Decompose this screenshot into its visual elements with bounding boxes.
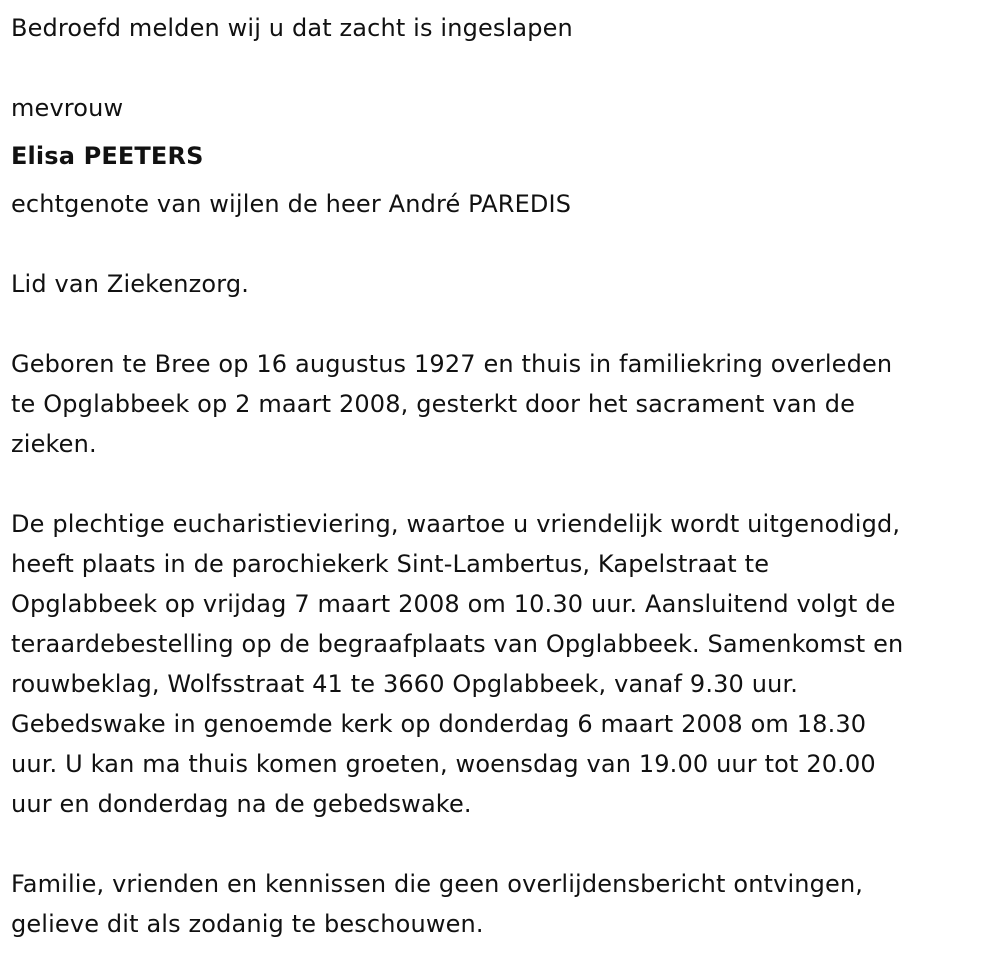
paragraph-line: Familie, vrienden en kennissen die geen overlijdensbericht ontvingen, — [11, 870, 864, 898]
paragraph-line: teraardebestelling op de begraafplaats van Opglabbeek. Samenkomst en — [11, 630, 904, 658]
spacer — [11, 464, 996, 504]
intro-text: Bedroefd melden wij u dat zacht is ingeslapen — [11, 14, 573, 42]
paragraph-line: De plechtige eucharistieviering, waartoe u vriendelijk wordt uitgenodigd, — [11, 510, 901, 538]
spacer — [11, 48, 996, 88]
paragraph-line: Geboren te Bree op 16 augustus 1927 en thuis in familiekring overleden — [11, 350, 893, 378]
spacer — [11, 224, 996, 264]
paragraph-line: Gebedswake in genoemde kerk op donderdag 6 maart 2008 om 18.30 — [11, 710, 867, 738]
paragraph-line: uur en donderdag na de gebedswake. — [11, 790, 472, 818]
paragraph-line: uur. U kan ma thuis komen groeten, woensdag van 19.00 uur tot 20.00 — [11, 750, 876, 778]
paragraph-line: gelieve dit als zodanig te beschouwen. — [11, 910, 484, 938]
paragraph-line: zieken. — [11, 430, 97, 458]
paragraph-line: heeft plaats in de parochiekerk Sint-Lambertus, Kapelstraat te — [11, 550, 770, 578]
title-prefix: mevrouw — [11, 94, 124, 122]
closing-paragraph — [11, 864, 996, 944]
birth-death-paragraph — [11, 344, 996, 464]
membership-text: Lid van Ziekenzorg. — [11, 270, 249, 298]
spouse-text: echtgenote van wijlen de heer André PAREDIS — [11, 190, 572, 218]
spacer — [11, 304, 996, 344]
paragraph-line: Opglabbeek op vrijdag 7 maart 2008 om 10.30 uur. Aansluitend volgt de — [11, 590, 896, 618]
ceremony-paragraph — [11, 504, 996, 824]
deceased-name: Elisa PEETERS — [11, 142, 204, 170]
paragraph-line: te Opglabbeek op 2 maart 2008, gesterkt door het sacrament van de — [11, 390, 856, 418]
obituary-notice — [11, 8, 996, 944]
paragraph-line: rouwbeklag, Wolfsstraat 41 te 3660 Opglabbeek, vanaf 9.30 uur. — [11, 670, 799, 698]
spacer — [11, 824, 996, 864]
